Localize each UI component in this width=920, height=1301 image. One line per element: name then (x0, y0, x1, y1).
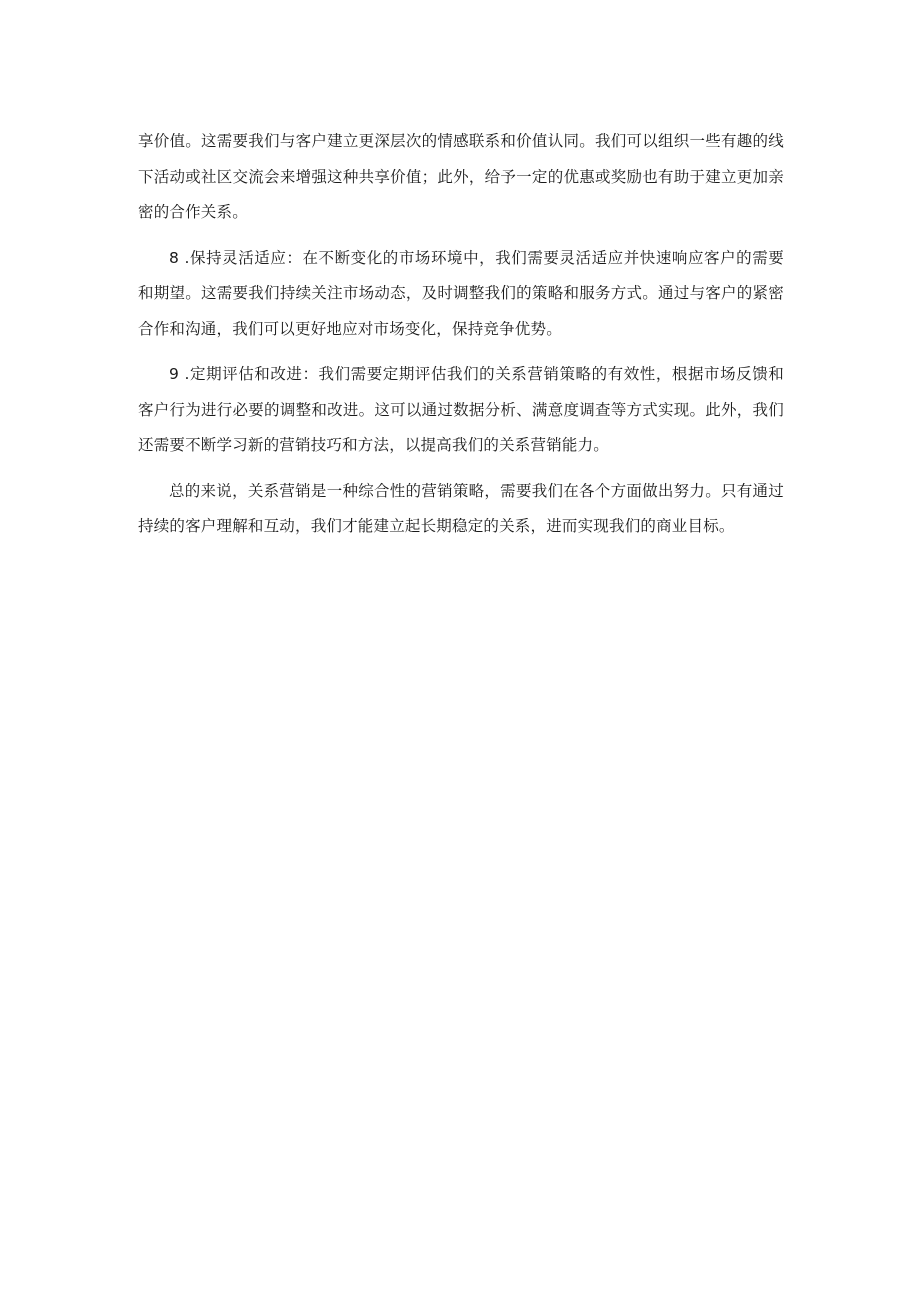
paragraph-item-8-flexibility: 8 .保持灵活适应：在不断变化的市场环境中，我们需要灵活适应并快速响应客户的需要和期望。这需要我们持续关注市场动态，及时调整我们的策略和服务方式。通过与客户的紧密合作和沟通，我们可以更好地应对市场变化，保持竞争优势。 (138, 248, 784, 338)
document-body (138, 124, 784, 555)
paragraph-shared-value: 享价值。这需要我们与客户建立更深层次的情感联系和价值认同。我们可以组织一些有趣的线下活动或社区交流会来增强这种共享价值；此外，给予一定的优惠或奖励也有助于建立更加亲密的合作关系。 (138, 132, 784, 221)
paragraph-item-9-evaluation: 9 .定期评估和改进：我们需要定期评估我们的关系营销策略的有效性，根据市场反馈和客户行为进行必要的调整和改进。这可以通过数据分析、满意度调查等方式实现。此外，我们还需要不断学习新的营销技巧和方法，以提高我们的关系营销能力。 (138, 365, 784, 454)
paragraph-summary: 总的来说，关系营销是一种综合性的营销策略，需要我们在各个方面做出努力。只有通过持续的客户理解和互动，我们才能建立起长期稳定的关系，进而实现我们的商业目标。 (138, 481, 784, 535)
